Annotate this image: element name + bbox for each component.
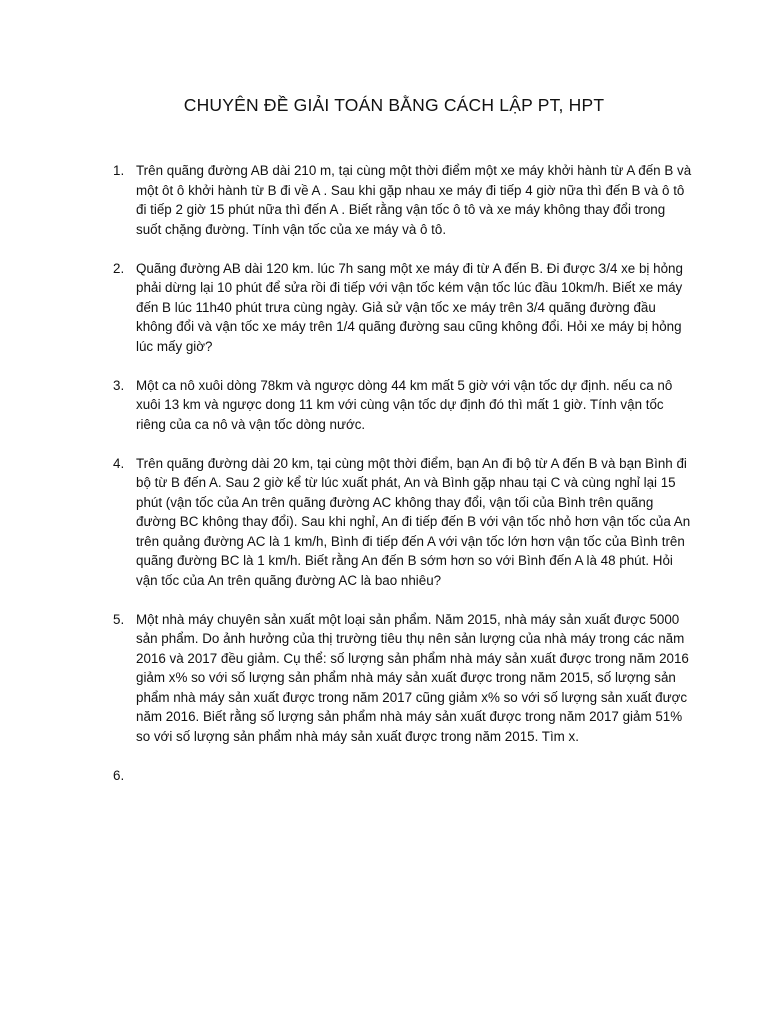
problem-list bbox=[113, 161, 693, 783]
problem-text: Quãng đường AB dài 120 km. lúc 7h sang một xe máy đi từ A đến B. Đi được 3/4 xe bị hỏng phải dừng lại 10 phút để sửa rồi đi tiếp với vận tốc kém vận tốc lúc đầu 10km/h. Biết xe máy đến B lúc 11h40 phút trưa cùng ngày. Giả sử vận tốc xe máy trên 3/4 quãng đường đầu không đổi và vận tốc xe máy trên 1/4 quãng đường sau cũng không đổi. Hỏi xe máy bị hỏng lúc mấy giờ? bbox=[136, 260, 683, 354]
problem-number: 1. bbox=[113, 163, 125, 178]
problem-number: 5. bbox=[113, 611, 125, 627]
problem-number: 2. bbox=[113, 260, 125, 276]
problem-number: 6. bbox=[113, 767, 125, 783]
problem-text: Một nhà máy chuyên sản xuất một loại sản phẩm. Năm 2015, nhà máy sản xuất được 5000 sản phẩm. Do ảnh hưởng của thị trường tiêu thụ nên sản lượng của nhà máy trong các năm 2016 và 2017 đều giảm. Cụ thể: số lượng sản phẩm nhà máy sản xuất được trong năm 2016 giảm x% so với số lượng sản phẩm nhà máy sản xuất được trong năm 2015, số lượng sản phẩm nhà máy sản xuất được trong năm 2017 cũng giảm x% so với số lượng sản xuất được năm 2016. Biết rằng số lượng sản phẩm nhà máy sản xuất được trong năm 2017 giảm 51% so với số lượng sản phẩm nhà máy sản xuất được trong năm 2015. Tìm x. bbox=[136, 611, 689, 744]
page-title: CHUYÊN ĐỀ GIẢI TOÁN BẰNG CÁCH LẬP PT, HPT bbox=[183, 95, 605, 115]
list-item bbox=[113, 610, 693, 747]
problem-number: 3. bbox=[113, 377, 125, 393]
list-item bbox=[113, 376, 693, 435]
problem-text: Một ca nô xuôi dòng 78km và ngược dòng 44 km mất 5 giờ với vận tốc dự định. nếu ca nô xuôi 13 km và ngược dong 11 km với cùng vận tốc dự định đó thì mất 1 giờ. Tính vận tốc riêng của ca nô và vận tốc dòng nước. bbox=[136, 377, 673, 432]
problem-number: 4. bbox=[113, 455, 125, 471]
problem-text: Trên quãng đường dài 20 km, tại cùng một thời điểm, bạn An đi bộ từ A đến B và bạn Bình đi bộ từ B đến A. Sau 2 giờ kể từ lúc xuất phát, An và Bình gặp nhau tại C và cùng nghỉ lại 15 phút (vận tốc của An trên quãng đường AC không thay đổi, vận tối của Bình trên quãng đường BC không thay đổi). Sau khi nghỉ, An đi tiếp đến B với vận tốc nhỏ hơn vận tốc của An trên quảng đường AC là 1 km/h, Bình đi tiếp đến A với vận tốc lớn hơn vận tốc của Bình trên quãng đường BC là 1 km/h. Biết rằng An đến B sớm hơn so với Bình đến A là 48 phút. Hỏi vận tốc của An trên quãng đường AC là bao nhiêu? bbox=[136, 455, 691, 588]
list-item bbox=[113, 454, 693, 591]
problem-text: Trên quãng đường AB dài 210 m, tại cùng một thời điểm một xe máy khởi hành từ A đến B và một ôt ô khởi hành từ B đi về A . Sau khi gặp nhau xe máy đi tiếp 4 giờ nữa thì đến B và ô tô đi tiếp 2 giờ 15 phút nữa thì đến A . Biết rằng vận tốc ô tô và xe máy không thay đổi trong suốt chặng đường. Tính vận tốc của xe máy và ô tô. bbox=[136, 163, 692, 237]
list-item bbox=[113, 161, 693, 239]
list-item bbox=[113, 259, 693, 357]
